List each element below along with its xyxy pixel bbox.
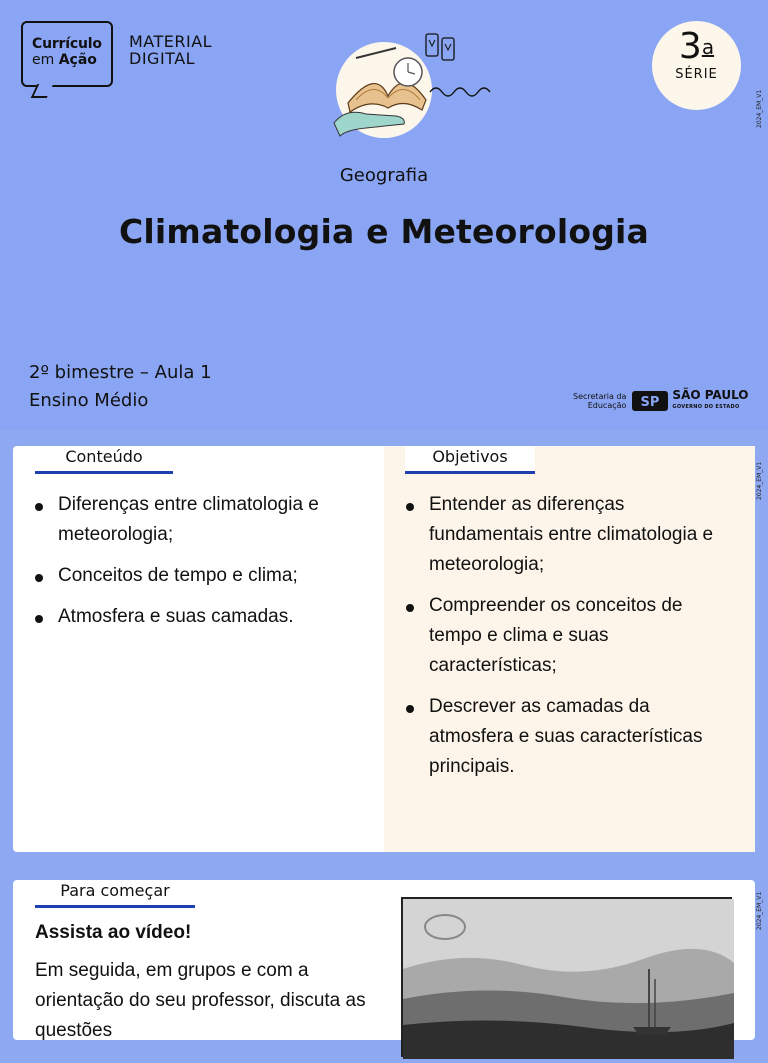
tab-conteudo: Conteúdo <box>35 446 173 474</box>
lesson-level: Ensino Médio <box>29 390 149 411</box>
video-thumbnail[interactable] <box>401 897 732 1057</box>
subject-label: Geografia <box>339 165 429 186</box>
sao-paulo-logo <box>573 389 749 413</box>
material-digital-logo <box>129 33 212 67</box>
video-heading: Assista ao vídeo! <box>35 922 192 943</box>
serie-badge <box>652 21 741 110</box>
lesson-period: 2º bimestre – Aula 1 <box>29 362 212 383</box>
list-item: Entender as diferenças fundamentais entre climatologia e meteorologia; <box>406 490 736 580</box>
logo-curriculo-line2: em Ação <box>32 52 97 68</box>
content-objectives-card <box>13 446 755 852</box>
tab-para-comecar: Para começar <box>35 880 195 908</box>
list-item: Atmosfera e suas camadas. <box>35 602 365 632</box>
sao-paulo-name: SÃO PAULO GOVERNO DO ESTADO <box>672 388 749 410</box>
curriculo-em-acao-logo <box>21 21 113 87</box>
secretaria-label: Secretaria da Educação <box>573 392 627 410</box>
list-item: Compreender os conceitos de tempo e clima e suas características; <box>406 591 736 681</box>
logo-curriculo-line1: Currículo <box>32 36 102 52</box>
serie-number: 3$^a$ <box>678 26 715 67</box>
logo-material-line1: MATERIAL <box>129 32 213 51</box>
sp-mark-icon <box>632 391 668 411</box>
para-comecar-card <box>13 880 755 1040</box>
logo-material-line2: DIGITAL <box>129 49 196 68</box>
lesson-meta <box>29 359 212 415</box>
tab-objetivos: Objetivos <box>405 446 535 474</box>
book-clock-illustration <box>326 28 516 140</box>
version-tag: 2024_EM_V1 <box>756 89 763 128</box>
page-title: Climatologia e Meteorologia <box>118 212 650 251</box>
list-item: Diferenças entre climatologia e meteorologia; <box>35 490 365 550</box>
serie-label: SÉRIE <box>675 67 718 82</box>
video-instructions: Em seguida, em grupos e com a orientação do seu professor, discuta as questões <box>35 960 366 1041</box>
list-item: Descrever as camadas da atmosfera e suas características principais. <box>406 692 736 782</box>
video-frame-image <box>403 899 734 1059</box>
version-tag-2: 2024_EM_V1 <box>756 461 763 500</box>
svg-text:SP: SP <box>640 395 660 410</box>
conteudo-list <box>35 490 365 643</box>
version-tag-3: 2024_EM_V1 <box>756 891 763 930</box>
objetivos-list <box>406 490 736 793</box>
list-item: Conceitos de tempo e clima; <box>35 561 365 591</box>
